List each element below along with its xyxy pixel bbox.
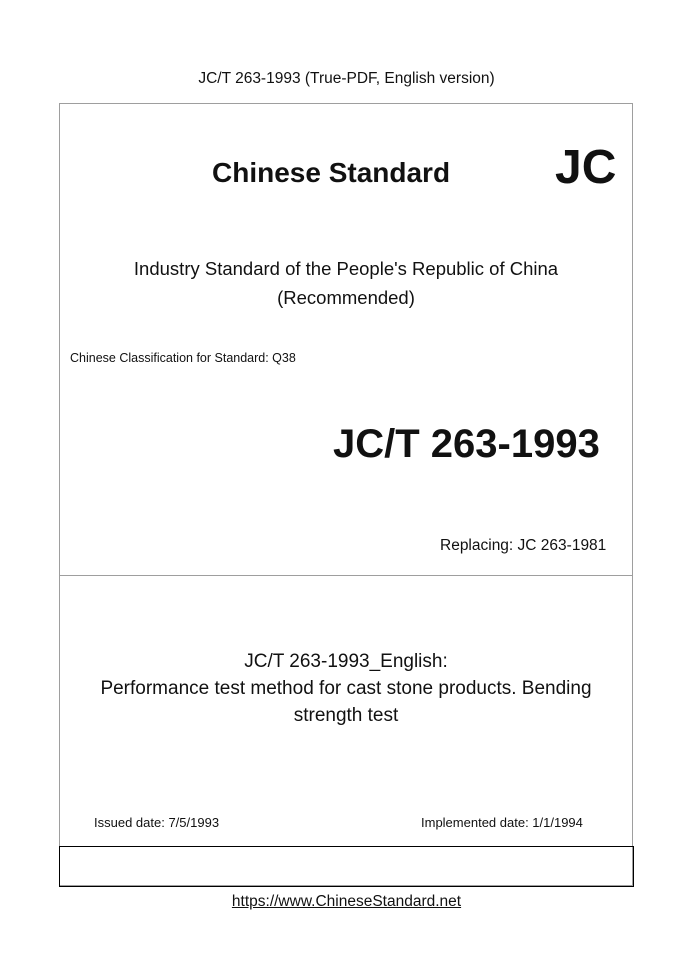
standard-code-badge: JC <box>555 141 617 194</box>
bottom-strip-box <box>59 846 634 887</box>
document-title-line: Performance test method for cast stone products. Bending <box>100 678 592 699</box>
page-header-title: JC/T 263-1993 (True-PDF, English version) <box>198 70 495 87</box>
implemented-date: Implemented date: 1/1/1994 <box>421 815 583 830</box>
standard-number: JC/T 263-1993 <box>333 422 600 466</box>
section-divider <box>59 575 633 576</box>
classification-text: Chinese Classification for Standard: Q38 <box>70 351 296 365</box>
document-title-line: JC/T 263-1993_English: <box>244 651 448 672</box>
industry-standard-line: Industry Standard of the People's Republic of China <box>133 258 559 279</box>
document-title <box>59 648 633 729</box>
footer-website-link[interactable]: https://www.ChineseStandard.net <box>231 893 462 910</box>
cover-heading: Chinese Standard <box>212 157 451 188</box>
recommended-label: (Recommended) <box>277 287 415 308</box>
cover-frame <box>59 103 633 886</box>
issued-date: Issued date: 7/5/1993 <box>94 815 220 830</box>
replacing-text: Replacing: JC 263-1981 <box>440 537 607 554</box>
document-title-line: strength test <box>293 705 399 726</box>
